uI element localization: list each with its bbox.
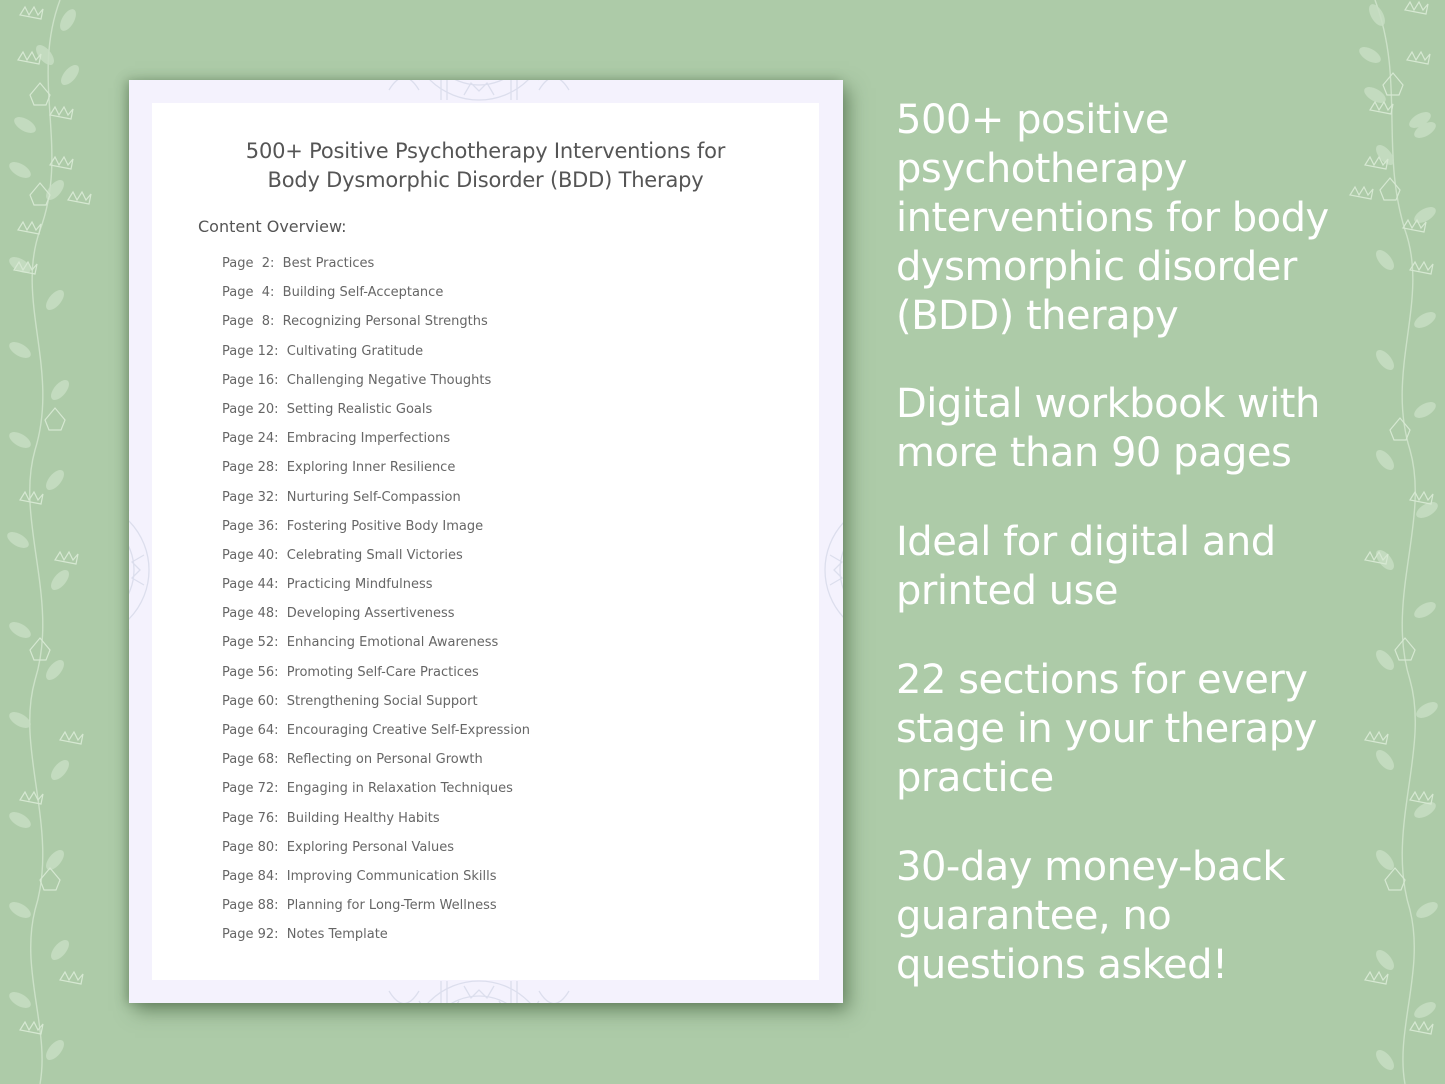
toc-item xyxy=(222,343,530,372)
toc-section-title: Fostering Positive Body Image xyxy=(286,518,484,534)
document-preview-page xyxy=(129,80,843,1003)
toc-section-title: Embracing Imperfections xyxy=(286,431,451,447)
toc-section-title: Encouraging Creative Self-Expression xyxy=(286,723,531,738)
toc-item xyxy=(222,664,530,693)
feature-line: dysmorphic disorder xyxy=(896,244,1297,290)
toc-item xyxy=(222,897,530,926)
toc-page-number: Page 20: xyxy=(222,401,279,417)
toc-item xyxy=(222,430,530,459)
toc-page-number: Page 2: xyxy=(222,256,275,271)
toc-item xyxy=(222,926,530,955)
toc-item xyxy=(222,780,530,809)
mandala-icon xyxy=(819,440,843,700)
feature-usage xyxy=(896,518,1416,616)
feature-line: guarantee, no xyxy=(896,893,1172,939)
toc-item xyxy=(222,255,530,284)
toc-page-number: Page 8: xyxy=(222,314,275,330)
feature-list xyxy=(896,96,1416,1030)
toc-item xyxy=(222,372,530,401)
toc-page-number: Page 4: xyxy=(222,285,275,301)
toc-item xyxy=(222,576,530,605)
toc-page-number: Page 48: xyxy=(222,606,279,622)
feature-line: more than 90 pages xyxy=(896,430,1292,476)
toc-item xyxy=(222,489,530,518)
feature-guarantee xyxy=(896,843,1416,990)
toc-page-number: Page 44: xyxy=(222,577,279,593)
toc-section-title: Recognizing Personal Strengths xyxy=(282,314,488,330)
feature-sections xyxy=(896,656,1416,803)
document-title xyxy=(152,137,819,195)
toc-section-title: Planning for Long-Term Wellness xyxy=(286,898,497,914)
toc-page-number: Page 52: xyxy=(222,635,279,651)
feature-page-count xyxy=(896,380,1416,478)
feature-line: stage in your therapy xyxy=(896,706,1317,752)
feature-line: printed use xyxy=(896,568,1118,614)
toc-section-title: Building Self-Acceptance xyxy=(282,285,444,301)
feature-line: 30-day money-back xyxy=(896,844,1285,890)
content-overview-label: Content Overview: xyxy=(198,217,347,236)
toc-page-number: Page 64: xyxy=(222,723,279,738)
toc-page-number: Page 32: xyxy=(222,489,279,505)
toc-page-number: Page 24: xyxy=(222,431,279,447)
toc-section-title: Setting Realistic Goals xyxy=(286,401,433,417)
toc-section-title: Nurturing Self-Compassion xyxy=(286,489,461,505)
toc-page-number: Page 92: xyxy=(222,927,279,943)
toc-page-number: Page 60: xyxy=(222,693,279,709)
toc-item xyxy=(222,839,530,868)
toc-section-title: Building Healthy Habits xyxy=(286,810,440,826)
toc-section-title: Improving Communication Skills xyxy=(286,868,497,884)
feature-line: practice xyxy=(896,755,1054,801)
feature-interventions xyxy=(896,96,1416,341)
floral-vine-icon xyxy=(0,0,110,1084)
toc-section-title: Developing Assertiveness xyxy=(286,606,455,622)
toc-section-title: Notes Template xyxy=(286,927,388,943)
toc-item xyxy=(222,459,530,488)
toc-page-number: Page 56: xyxy=(222,664,279,680)
toc-page-number: Page 80: xyxy=(222,839,279,855)
toc-item xyxy=(222,751,530,780)
feature-line: (BDD) therapy xyxy=(896,293,1179,339)
toc-page-number: Page 68: xyxy=(222,752,279,768)
document-title-line-1: 500+ Positive Psychotherapy Interventions for xyxy=(245,139,726,163)
toc-section-title: Practicing Mindfulness xyxy=(286,577,433,593)
feature-line: 22 sections for every xyxy=(896,657,1308,703)
toc-page-number: Page 76: xyxy=(222,810,279,826)
feature-line: questions asked! xyxy=(896,942,1228,988)
content-card xyxy=(152,103,819,980)
toc-section-title: Best Practices xyxy=(282,256,375,271)
feature-line: interventions for body xyxy=(896,195,1329,241)
toc-section-title: Engaging in Relaxation Techniques xyxy=(286,781,513,797)
toc-page-number: Page 16: xyxy=(222,372,279,388)
toc-page-number: Page 40: xyxy=(222,547,279,563)
toc-section-title: Promoting Self-Care Practices xyxy=(286,664,479,680)
toc-item xyxy=(222,547,530,576)
feature-line: Digital workbook with xyxy=(896,381,1320,427)
toc-section-title: Challenging Negative Thoughts xyxy=(286,372,492,388)
toc-item xyxy=(222,284,530,313)
toc-page-number: Page 88: xyxy=(222,898,279,914)
feature-line: psychotherapy xyxy=(896,146,1187,192)
toc-page-number: Page 28: xyxy=(222,460,279,476)
toc-item xyxy=(222,868,530,897)
toc-item xyxy=(222,722,530,751)
toc-section-title: Exploring Personal Values xyxy=(286,839,454,855)
feature-line: 500+ positive xyxy=(896,97,1169,143)
toc-item xyxy=(222,693,530,722)
table-of-contents xyxy=(222,255,530,956)
toc-item xyxy=(222,810,530,839)
toc-section-title: Exploring Inner Resilience xyxy=(286,460,456,476)
toc-section-title: Strengthening Social Support xyxy=(286,693,478,709)
toc-item xyxy=(222,401,530,430)
feature-line: Ideal for digital and xyxy=(896,519,1276,565)
toc-page-number: Page 36: xyxy=(222,518,279,534)
toc-section-title: Reflecting on Personal Growth xyxy=(286,752,483,768)
document-title-line-2: Body Dysmorphic Disorder (BDD) Therapy xyxy=(267,168,704,192)
toc-section-title: Cultivating Gratitude xyxy=(286,343,424,359)
toc-section-title: Enhancing Emotional Awareness xyxy=(286,635,499,651)
toc-page-number: Page 12: xyxy=(222,343,279,359)
toc-item xyxy=(222,313,530,342)
toc-item xyxy=(222,634,530,663)
toc-section-title: Celebrating Small Victories xyxy=(286,547,463,563)
toc-page-number: Page 72: xyxy=(222,781,279,797)
toc-item xyxy=(222,605,530,634)
toc-item xyxy=(222,518,530,547)
toc-page-number: Page 84: xyxy=(222,868,279,884)
